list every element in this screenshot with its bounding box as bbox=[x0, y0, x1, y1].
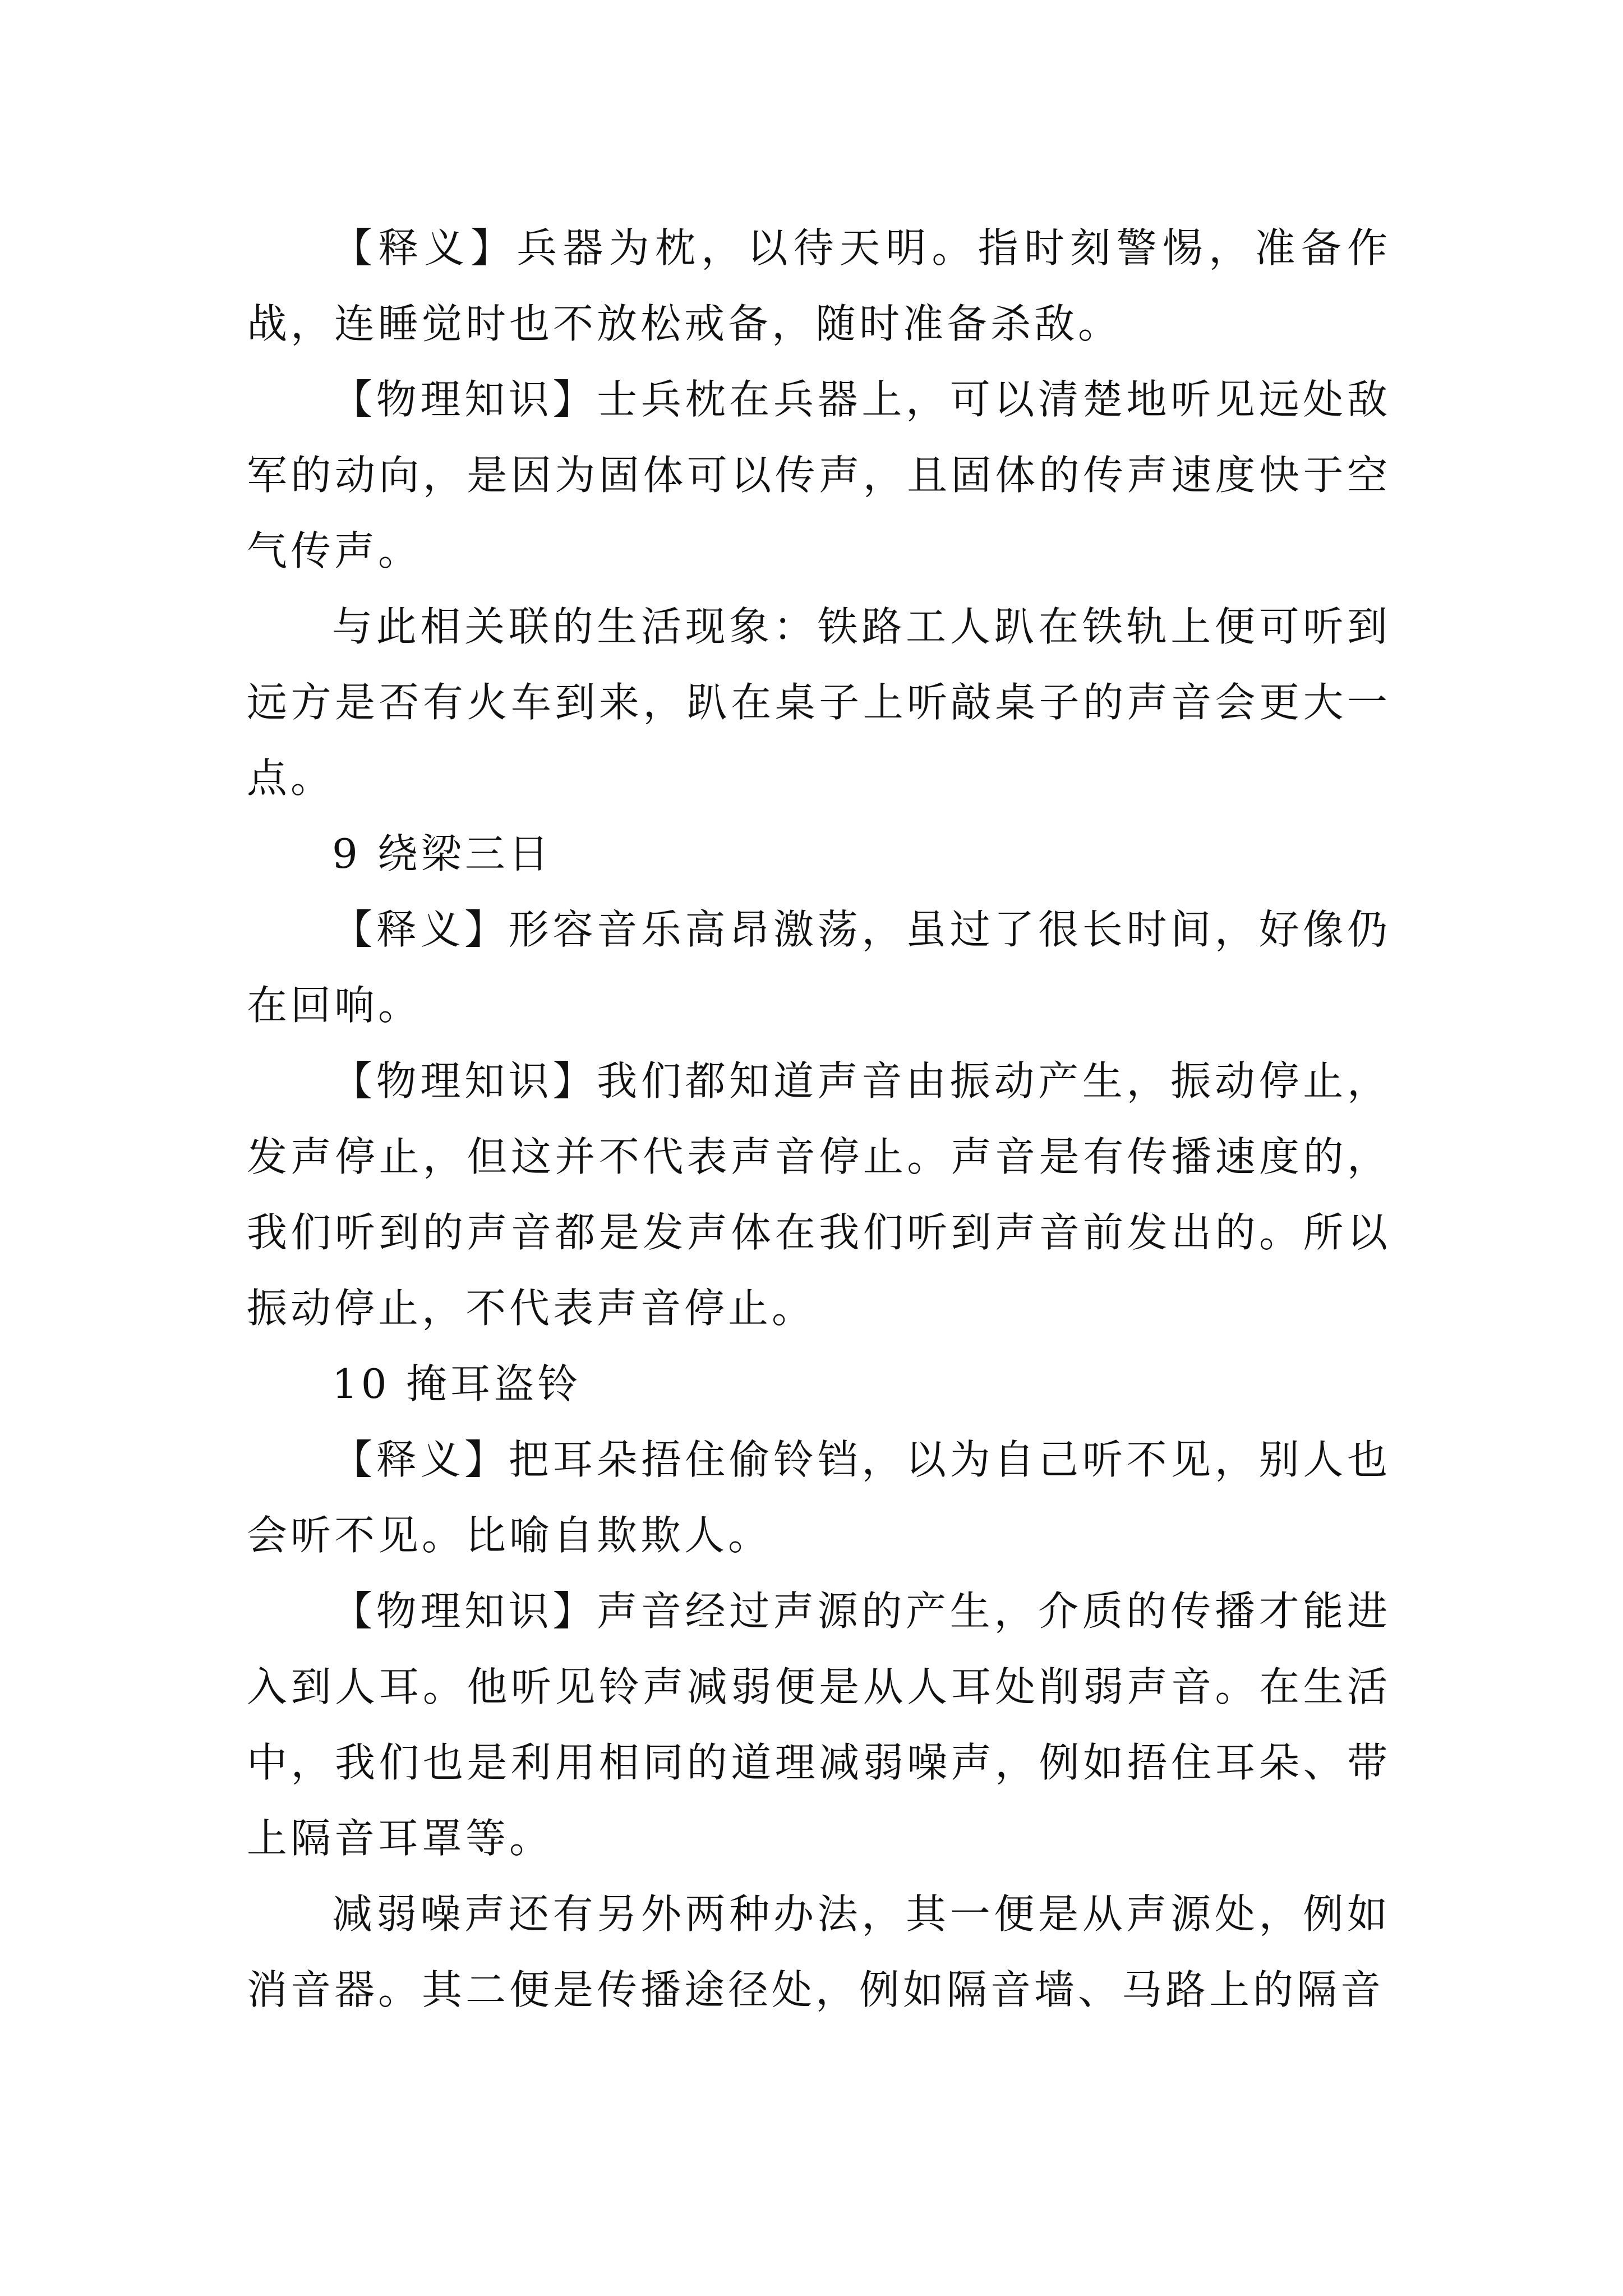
paragraph-definition-1: 【释义】兵器为枕，以待天明。指时刻警惕，准备作战，连睡觉时也不放松戒备，随时准备杀敌。 bbox=[247, 224, 1391, 347]
paragraph-physics-1: 【物理知识】士兵枕在兵器上，可以清楚地听见远处敌军的动向，是因为固体可以传声，且固体的传声速度快于空气传声。 bbox=[247, 376, 1391, 574]
paragraph-physics-10: 【物理知识】声音经过声源的产生，介质的传播才能进入到人耳。他听见铃声减弱便是从人耳处削弱声音。在生活中，我们也是利用相同的道理减弱噪声，例如捂住耳朵、带上隔音耳罩等。 bbox=[247, 1588, 1391, 1862]
paragraph-definition-10: 【释义】把耳朵捂住偷铃铛，以为自己听不见，别人也会听不见。比喻自欺欺人。 bbox=[247, 1436, 1391, 1559]
paragraph-related-phenomena: 与此相关联的生活现象：铁路工人趴在铁轨上便可听到远方是否有火车到来，趴在桌子上听敲桌子的声音会更大一点。 bbox=[247, 603, 1391, 802]
paragraph-noise-reduction: 减弱噪声还有另外两种办法，其一便是从声源处，例如消音器。其二便是传播途径处，例如隔音墙、马路上的隔音 bbox=[247, 1890, 1391, 2013]
section-heading-10: 10 掩耳盗铃 bbox=[332, 1360, 582, 1407]
section-heading-9: 9 绕梁三日 bbox=[332, 830, 552, 877]
paragraph-definition-9: 【释义】形容音乐高昂激荡，虽过了很长时间，好像仍在回响。 bbox=[247, 906, 1391, 1029]
document-body bbox=[247, 210, 1391, 2028]
paragraph-physics-9: 【物理知识】我们都知道声音由振动产生，振动停止，发声停止，但这并不代表声音停止。声音是有传播速度的，我们听到的声音都是发声体在我们听到声音前发出的。所以振动停止，不代表声音停止。 bbox=[247, 1057, 1391, 1332]
